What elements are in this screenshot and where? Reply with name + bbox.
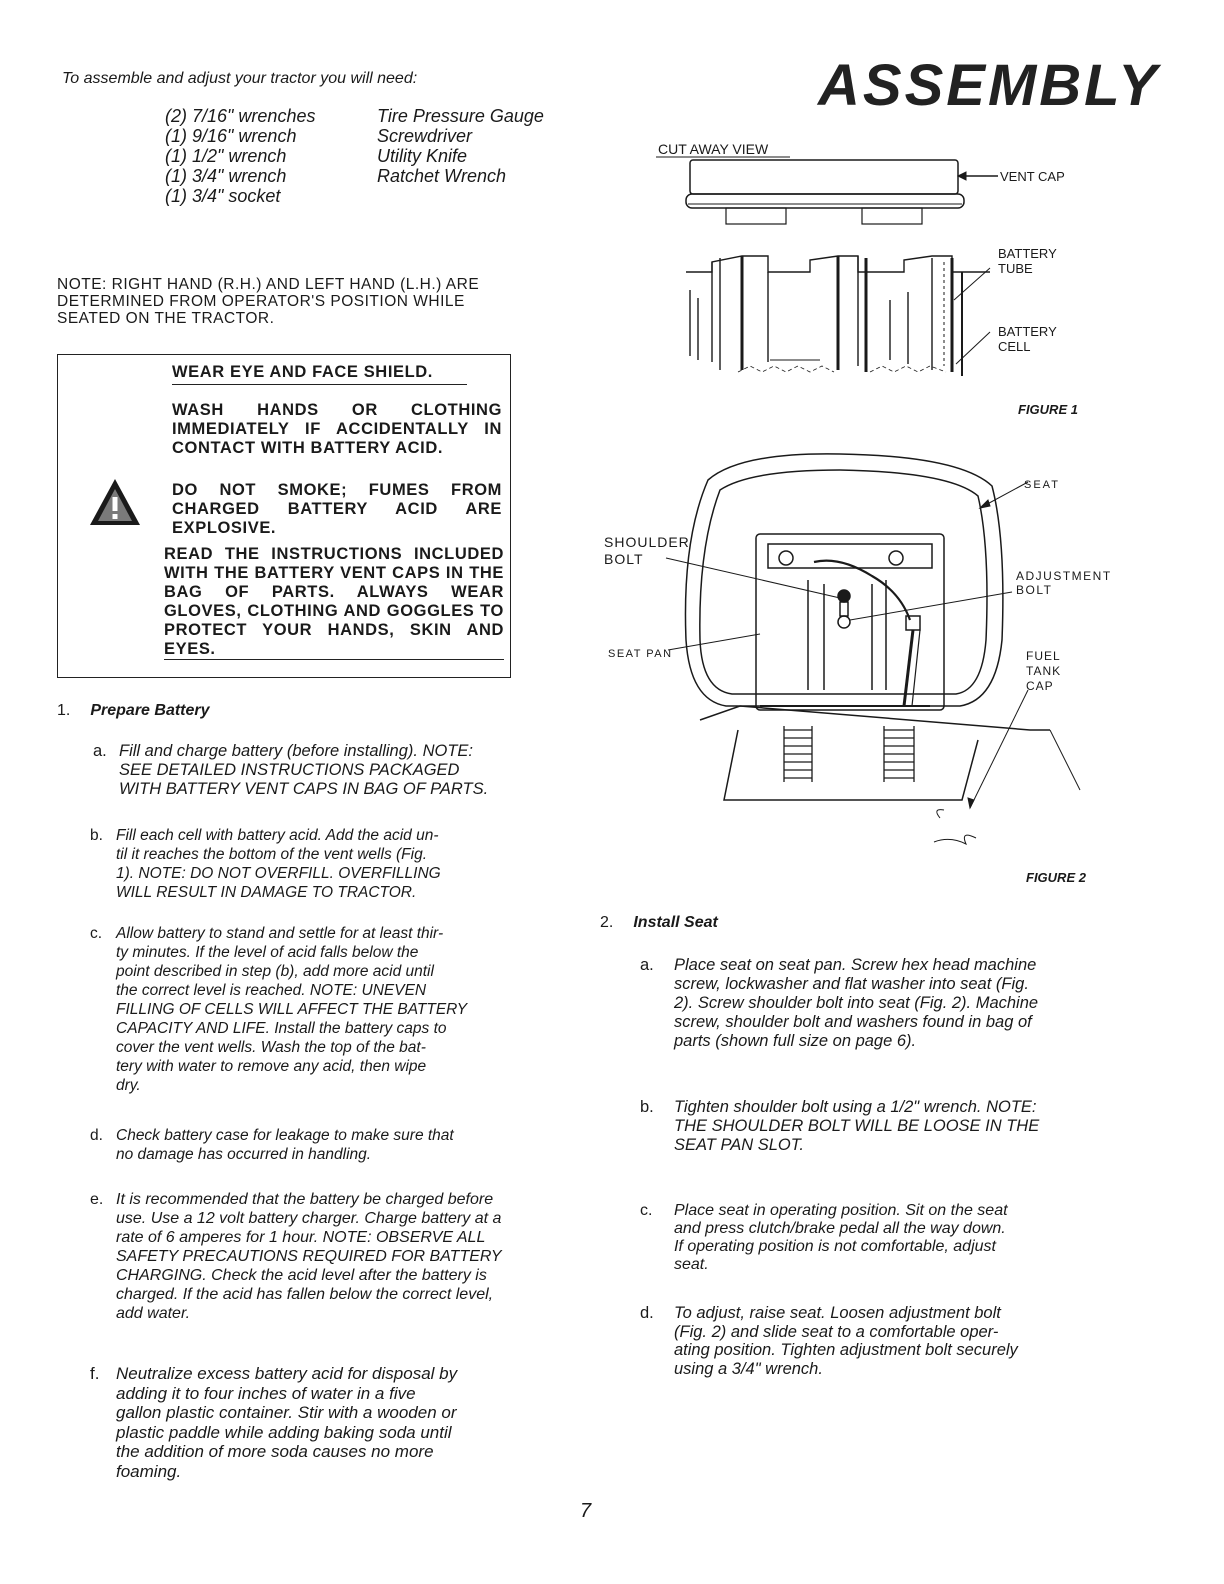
- step-line: Neutralize excess battery acid for disposal by: [116, 1364, 458, 1383]
- step-label: c.: [90, 925, 103, 942]
- warning-no-smoking: DO NOT SMOKE; FUMES FROM CHARGED BATTERY ACID ARE EXPLOSIVE.: [172, 481, 502, 537]
- step-line: 2). Screw shoulder bolt into seat (Fig. 2). Machine: [674, 994, 1039, 1012]
- step-label: b.: [640, 1098, 654, 1116]
- step-line: If operating position is not comfortable, adjust: [674, 1238, 996, 1255]
- label-battery-cell-2: CELL: [998, 339, 1031, 354]
- battery-cutaway-drawing: [686, 256, 990, 376]
- step-line: THE SHOULDER BOLT WILL BE LOOSE IN THE: [674, 1117, 1040, 1135]
- note-line: DETERMINED FROM OPERATOR'S POSITION WHILE: [57, 293, 465, 310]
- label-shoulder-bolt-2: BOLT: [604, 551, 644, 567]
- step-line: CAPACITY AND LIFE. Install the battery caps to: [116, 1020, 447, 1037]
- step-line: parts (shown full size on page 6).: [674, 1032, 917, 1050]
- figure-2: [604, 454, 1112, 885]
- tool-item: Screwdriver: [377, 126, 473, 146]
- step-line: WILL RESULT IN DAMAGE TO TRACTOR.: [116, 884, 417, 901]
- label-adjustment-bolt-2: BOLT: [1016, 583, 1053, 597]
- step-line: the addition of more soda causes no more: [116, 1442, 434, 1461]
- label-fuel-1: FUEL: [1026, 649, 1061, 663]
- step-line: ating position. Tighten adjustment bolt securely: [674, 1341, 1018, 1359]
- intro-text: To assemble and adjust your tractor you will need:: [62, 70, 418, 87]
- section-number: 2.: [600, 914, 614, 931]
- step-label: d.: [90, 1127, 103, 1144]
- section-number: 1.: [57, 702, 71, 719]
- warning-read-instructions: READ THE INSTRUCTIONS INCLUDED WITH THE BATTERY VENT CAPS IN THE BAG OF PARTS. ALWAYS WEAR GLOVES, CLOTHING AND GOGGLES TO PROTECT YOUR HANDS, SKIN AND EYES.: [164, 545, 504, 658]
- step-line: dry.: [116, 1077, 141, 1094]
- step-line: gallon plastic container. Stir with a wooden or: [116, 1403, 457, 1422]
- tool-item: Tire Pressure Gauge: [377, 106, 544, 126]
- step-line: rate of 6 amperes for 1 hour. NOTE: OBSERVE ALL: [116, 1229, 486, 1246]
- vent-cap-drawing: [686, 160, 998, 224]
- step-line: using a 3/4" wrench.: [674, 1359, 823, 1378]
- step-line: WITH BATTERY VENT CAPS IN BAG OF PARTS.: [119, 780, 489, 798]
- step-label: f.: [90, 1364, 100, 1383]
- label-battery-tube-2: TUBE: [998, 261, 1033, 276]
- step-line: plastic paddle while adding baking soda until: [116, 1422, 452, 1442]
- step-line: (Fig. 2) and slide seat to a comfortable oper-: [674, 1322, 999, 1341]
- step-line: ty minutes. If the level of acid falls below the: [116, 944, 419, 961]
- figure-1-caption: FIGURE 1: [1018, 402, 1078, 417]
- note-line: NOTE: RIGHT HAND (R.H.) AND LEFT HAND (L.H.) ARE: [57, 276, 480, 293]
- step-line: SAFETY PRECAUTIONS REQUIRED FOR BATTERY: [116, 1248, 502, 1265]
- label-adjustment-bolt-1: ADJUSTMENT: [1016, 569, 1112, 583]
- step-line: add water.: [116, 1305, 191, 1322]
- tool-item: (1) 9/16" wrench: [165, 126, 297, 146]
- step-line: use. Use a 12 volt battery charger. Charge battery at a: [116, 1210, 502, 1227]
- step-line: Check battery case for leakage to make sure that: [116, 1127, 454, 1144]
- step-line: SEE DETAILED INSTRUCTIONS PACKAGED: [119, 761, 460, 779]
- step-line: cover the vent wells. Wash the top of the bat-: [116, 1039, 426, 1056]
- label-shoulder-bolt-1: SHOULDER: [604, 534, 690, 550]
- seat-drawing: [685, 454, 1080, 844]
- label-seat-pan: SEAT PAN: [608, 648, 673, 660]
- step-line: charged. If the acid has fallen below the correct level,: [116, 1286, 494, 1303]
- step-line: Place seat in operating position. Sit on the seat: [674, 1202, 1008, 1219]
- tool-item: (1) 3/4" wrench: [165, 166, 287, 186]
- step-line: screw, shoulder bolt and washers found in bag of: [674, 1013, 1032, 1031]
- step-line: Fill each cell with battery acid. Add the acid un-: [116, 827, 439, 844]
- step-label: e.: [90, 1191, 104, 1208]
- label-battery-cell-1: BATTERY: [998, 324, 1057, 339]
- step-line: Allow battery to stand and settle for at least thir-: [116, 925, 444, 942]
- step-label: c.: [640, 1202, 653, 1219]
- tool-item: Utility Knife: [377, 146, 468, 166]
- section-title: Prepare Battery: [90, 702, 210, 719]
- springs: [784, 726, 914, 782]
- step-line: til it reaches the bottom of the vent wells (Fig.: [116, 846, 427, 863]
- step-line: 1). NOTE: DO NOT OVERFILL. OVERFILLING: [116, 865, 441, 882]
- step-label: d.: [640, 1304, 654, 1322]
- tool-item: (2) 7/16" wrenches: [165, 106, 316, 126]
- step-line: Fill and charge battery (before installing). NOTE:: [119, 742, 473, 760]
- step-label: a.: [93, 742, 107, 760]
- note-line: SEATED ON THE TRACTOR.: [57, 310, 275, 327]
- tool-item: (1) 3/4" socket: [165, 186, 281, 206]
- step-line: To adjust, raise seat. Loosen adjustment bolt: [674, 1304, 1001, 1322]
- page-title: ASSEMBLY: [818, 53, 1160, 118]
- step-line: Place seat on seat pan. Screw hex head machine: [674, 956, 1037, 974]
- step-line: FILLING OF CELLS WILL AFFECT THE BATTERY: [116, 1001, 468, 1018]
- figure-2-caption: FIGURE 2: [1026, 870, 1086, 885]
- label-vent-cap: VENT CAP: [1000, 169, 1065, 184]
- label-seat: SEAT: [1024, 479, 1060, 491]
- step-line: CHARGING. Check the acid level after the battery is: [116, 1267, 487, 1284]
- step-line: and press clutch/brake pedal all the way down.: [674, 1220, 1006, 1237]
- tool-item: Ratchet Wrench: [377, 166, 507, 186]
- step-line: the correct level is reached. NOTE: UNEVEN: [116, 982, 427, 999]
- step-line: Tighten shoulder bolt using a 1/2" wrench. NOTE:: [674, 1098, 1037, 1116]
- step-line: no damage has occurred in handling.: [116, 1146, 372, 1163]
- section-title: Install Seat: [633, 914, 718, 931]
- step-line: It is recommended that the battery be charged before: [116, 1191, 494, 1208]
- step-label: a.: [640, 956, 654, 974]
- tool-item: (1) 1/2" wrench: [165, 146, 287, 166]
- step-label: b.: [90, 827, 103, 844]
- step-line: point described in step (b), add more acid until: [116, 963, 434, 980]
- fig1-view-label: CUT AWAY VIEW: [658, 141, 769, 157]
- step-line: foaming.: [116, 1461, 182, 1481]
- warning-wash-hands: WASH HANDS OR CLOTHING IMMEDIATELY IF ACCIDENTALLY IN CONTACT WITH BATTERY ACID.: [172, 401, 502, 457]
- figure-1: [656, 141, 1078, 417]
- leader-lines: [666, 482, 1028, 808]
- step-line: screw, lockwasher and flat washer into seat (Fig.: [674, 975, 1029, 993]
- step-line: seat.: [674, 1256, 709, 1273]
- label-fuel-3: CAP: [1026, 679, 1054, 693]
- step-line: adding it to four inches of water in a five: [116, 1383, 416, 1403]
- page-number: 7: [580, 1500, 592, 1522]
- warning-eye-shield: WEAR EYE AND FACE SHIELD.: [172, 363, 467, 385]
- step-line: tery with water to remove any acid, then wipe: [116, 1058, 427, 1075]
- label-fuel-2: TANK: [1026, 664, 1062, 678]
- step-line: SEAT PAN SLOT.: [674, 1136, 804, 1154]
- label-battery-tube-1: BATTERY: [998, 246, 1057, 261]
